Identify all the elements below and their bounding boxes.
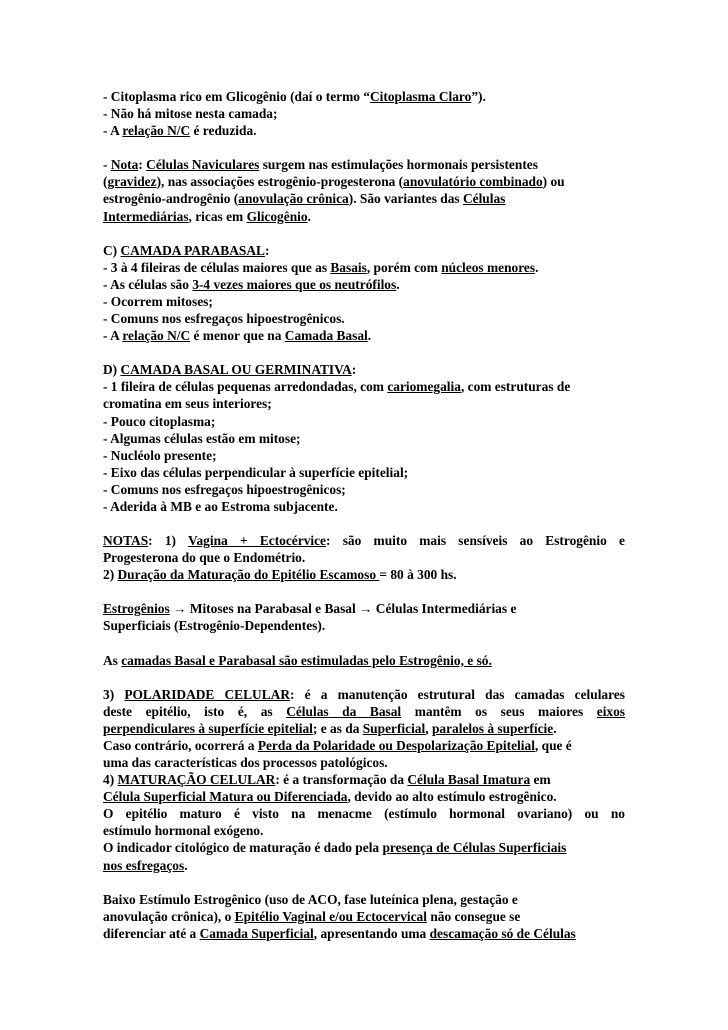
text-line	[103, 600, 625, 617]
text-run: .	[184, 857, 188, 873]
text-line	[103, 617, 625, 634]
text-run: diferenciar até a	[103, 925, 200, 941]
underlined-term: 3-4 vezes maiores que os neutrófilos	[192, 276, 397, 292]
text-run: - 1 fileira de células pequenas arredondadas, com	[103, 379, 388, 395]
text-run: .	[307, 208, 311, 224]
text-run: .	[367, 328, 372, 344]
text-run: anovulação crônica), o	[103, 908, 235, 924]
text-line	[103, 208, 625, 225]
text-run: - Eixo das células perpendicular à superfície epitelial;	[103, 464, 409, 480]
underlined-term: Células Naviculares	[146, 157, 260, 173]
text-run: C)	[103, 242, 121, 258]
text-run: :	[351, 362, 357, 378]
underlined-term: Camada Superficial	[199, 925, 314, 941]
text-run: , com estruturas de	[460, 379, 571, 395]
paragraph-camadas	[103, 652, 625, 669]
text-run: .	[396, 276, 400, 292]
text-run: - As células são	[103, 276, 193, 292]
text-line	[103, 857, 625, 874]
text-line	[103, 293, 625, 310]
underlined-term: Nota	[110, 157, 139, 173]
text-line	[103, 822, 625, 839]
text-line	[103, 361, 625, 378]
text-line	[103, 173, 625, 190]
underlined-term: Perda da Polaridade ou Despolarização Epitelial	[257, 737, 535, 753]
underlined-term: NOTAS	[103, 533, 149, 549]
text-line	[103, 566, 625, 583]
underlined-term: Células da Basal	[286, 703, 402, 719]
text-run: 3)	[103, 686, 125, 702]
text-line	[103, 805, 625, 822]
text-line	[103, 430, 625, 447]
text-line	[103, 378, 625, 395]
text-line	[103, 686, 625, 703]
text-line	[103, 891, 625, 908]
text-run: Superficiais (Estrogênio-Dependentes).	[103, 618, 326, 634]
text-line	[103, 498, 625, 515]
text-run: - A	[103, 123, 123, 139]
text-run: ,	[425, 720, 432, 736]
paragraph-cito	[103, 88, 625, 139]
text-run: (	[103, 174, 108, 190]
underlined-term: MATURAÇÃO CELULAR	[117, 772, 276, 788]
paragraph-basal	[103, 361, 625, 515]
text-run: Células Intermediárias e	[372, 601, 517, 617]
underlined-term: gravidez	[107, 174, 157, 190]
underlined-term: Intermediárias	[103, 208, 189, 224]
underlined-term: relação N/C	[122, 328, 191, 344]
underlined-term: anovulatório combinado	[403, 174, 543, 190]
text-run: - Ocorrem mitoses;	[103, 293, 213, 309]
text-line	[103, 703, 625, 720]
paragraph-baixo	[103, 891, 625, 942]
underlined-term: CAMADA BASAL OU GERMINATIVA	[120, 362, 352, 378]
underlined-term: Camada Basal	[284, 328, 368, 344]
text-line	[103, 720, 625, 737]
text-run: - Comuns nos esfregaços hipoestrogênicos;	[103, 481, 346, 497]
text-run: 2)	[103, 567, 118, 583]
underlined-term: Glicogênio	[246, 208, 308, 224]
text-line	[103, 532, 625, 549]
text-run: , ricas em	[188, 208, 247, 224]
text-run: Mitoses na Parabasal e Basal	[189, 601, 360, 617]
underlined-term: Superficial	[362, 720, 426, 736]
text-run: - Não há mitose nesta camada;	[103, 106, 278, 122]
text-line	[103, 310, 625, 327]
text-run: : é a manutenção estrutural das camadas celulares	[290, 686, 625, 702]
text-run: surgem nas estimulações hormonais persistentes	[259, 157, 538, 173]
paragraph-polaridade	[103, 686, 625, 874]
text-run: D)	[103, 362, 121, 378]
text-run: :	[138, 157, 147, 173]
underlined-term: cariomegalia	[387, 379, 461, 395]
text-line	[103, 105, 625, 122]
underlined-term: POLARIDADE CELULAR	[124, 686, 290, 702]
underlined-term: perpendiculares à superfície epitelial	[103, 720, 313, 736]
text-line	[103, 771, 625, 788]
text-run: - Nucléolo presente;	[103, 447, 217, 463]
text-run: ). São variantes das	[348, 191, 463, 207]
text-line	[103, 242, 625, 259]
underlined-term: Estrogênios	[103, 601, 170, 617]
text-run: O epitélio maturo é visto na menacme (estímulo hormonal ovariano) ou no	[103, 806, 625, 822]
text-line	[103, 788, 625, 805]
text-run: .	[535, 259, 539, 275]
text-run: é menor que na	[190, 328, 285, 344]
text-run: Baixo Estímulo Estrogênico (uso de ACO, fase luteínica plena, gestação e	[103, 891, 518, 907]
text-run: →	[169, 601, 190, 617]
underlined-term: presença de Células Superficiais	[382, 840, 567, 856]
text-run: ; e as da	[312, 720, 363, 736]
underlined-term: camadas Basal e Parabasal são estimuladas pelo Estrogênio, e só.	[121, 652, 492, 668]
text-run: não consegue se	[426, 908, 521, 924]
underlined-term: relação N/C	[122, 123, 191, 139]
text-run: estímulo hormonal exógeno.	[103, 823, 264, 839]
text-run: - Algumas células estão em mitose;	[103, 430, 301, 446]
text-line	[103, 549, 625, 566]
text-line	[103, 156, 625, 173]
text-run: , que é	[534, 737, 572, 753]
text-run: - Comuns nos esfregaços hipoestrogênicos.	[103, 311, 345, 327]
underlined-term: paralelos à superfície	[431, 720, 554, 736]
text-run: →	[359, 601, 373, 617]
text-run: - Aderida à MB e ao Estroma subjacente.	[103, 498, 338, 514]
text-run: - 3 à 4 fileiras de células maiores que as	[103, 259, 331, 275]
underlined-term: Epitélio Vaginal e/ou Ectocervical	[234, 908, 427, 924]
underlined-term: descamação só de Células	[429, 925, 576, 941]
paragraph-notas	[103, 532, 625, 583]
text-line	[103, 839, 625, 856]
text-line	[103, 413, 625, 430]
text-line	[103, 464, 625, 481]
text-run: .	[553, 720, 557, 736]
underlined-term: anovulação crônica	[238, 191, 349, 207]
text-run: , devido ao alto estímulo estrogênico.	[347, 789, 557, 805]
text-run: -	[103, 157, 111, 173]
text-run: , porém com	[366, 259, 442, 275]
text-line	[103, 327, 625, 344]
text-run: uma das características dos processos patológicos.	[103, 755, 388, 770]
underlined-term: Célula Superficial Matura ou Diferenciada	[103, 789, 348, 805]
text-line	[103, 122, 625, 139]
text-run: O indicador citológico de maturação é dado pela	[103, 840, 383, 856]
document-page	[103, 88, 625, 959]
text-run: - A	[103, 328, 123, 344]
text-run: As	[103, 652, 122, 668]
underlined-term: Células	[462, 191, 506, 207]
text-line	[103, 190, 625, 207]
underlined-term: nos esfregaços	[103, 857, 185, 873]
text-line	[103, 754, 625, 771]
text-line	[103, 908, 625, 925]
text-run: Caso contrário, ocorrerá a	[103, 737, 258, 753]
text-run: ) ou	[542, 174, 565, 190]
underlined-term: Duração da Maturação do Epitélio Escamoso	[117, 567, 380, 583]
text-run: - Pouco citoplasma;	[103, 413, 216, 429]
text-run: cromatina em seus interiores;	[103, 396, 272, 412]
text-run: : é a transformação da	[275, 772, 408, 788]
text-run: estrogênio-androgênio (	[103, 191, 239, 207]
text-line	[103, 447, 625, 464]
text-run: deste epitélio, isto é, as	[103, 703, 287, 719]
underlined-term: eixos	[596, 703, 626, 719]
paragraph-parabasal	[103, 242, 625, 345]
underlined-term: Célula Basal Imatura	[407, 772, 531, 788]
text-run: :	[264, 242, 270, 258]
underlined-term: Citoplasma Claro	[370, 89, 472, 104]
text-run: - Citoplasma rico em Glicogênio (daí o termo “	[103, 89, 371, 104]
text-run: ”).	[471, 89, 486, 104]
text-run: : 1)	[148, 533, 189, 549]
text-run: Progesterona do que o Endométrio.	[103, 550, 306, 566]
underlined-term: Vagina + Ectocérvice	[188, 533, 326, 549]
text-run: mantêm os seus maiores	[401, 703, 597, 719]
text-line	[103, 737, 625, 754]
text-run: em	[530, 772, 551, 788]
paragraph-nota	[103, 156, 625, 224]
text-run: é reduzida.	[190, 123, 257, 139]
text-line	[103, 925, 625, 942]
text-line	[103, 395, 625, 412]
text-run: : são muito mais sensíveis ao Estrogênio e	[326, 533, 625, 549]
underlined-term: CAMADA PARABASAL	[120, 242, 265, 258]
text-line	[103, 259, 625, 276]
paragraph-estrog	[103, 600, 625, 634]
text-run: , apresentando uma	[313, 925, 430, 941]
underlined-term: núcleos menores	[441, 259, 536, 275]
text-line	[103, 652, 625, 669]
text-line	[103, 276, 625, 293]
text-line	[103, 88, 625, 105]
underlined-term: Basais	[330, 259, 367, 275]
text-run: 4)	[103, 772, 118, 788]
text-line	[103, 481, 625, 498]
text-run: = 80 à 300 hs.	[379, 567, 457, 583]
text-run: ), nas associações estrogênio-progesterona (	[156, 174, 404, 190]
